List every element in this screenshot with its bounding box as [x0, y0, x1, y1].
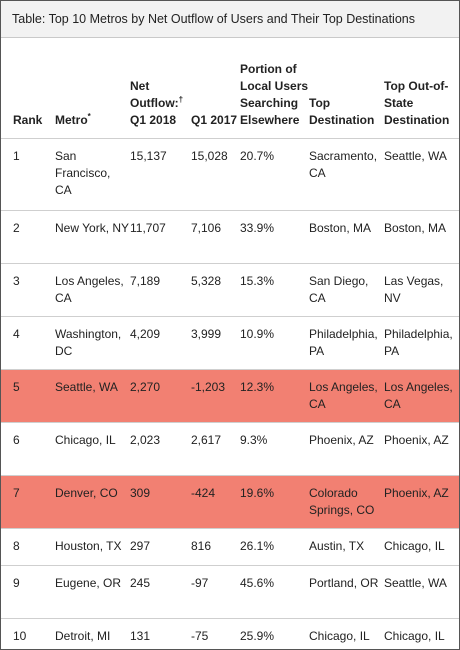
cell-oos: Seattle, WA [384, 575, 447, 590]
cell-net: 15,137 [130, 148, 167, 163]
cell-dest: Chicago, IL [309, 628, 370, 643]
column-header-q1-2017: Q1 2017 [191, 112, 238, 127]
cell-metro: Chicago, IL [55, 432, 116, 447]
cell-rank: 1 [13, 148, 20, 163]
cell-q1: -97 [191, 575, 209, 590]
cell-dest: Colorado Springs, CO [309, 485, 375, 517]
cell-q1: -424 [191, 485, 216, 500]
cell-rank: 9 [13, 575, 20, 590]
cell-q1: 7,106 [191, 220, 222, 235]
metro-footnote-mark: * [87, 111, 91, 121]
cell-q1: 5,328 [191, 273, 222, 288]
table-body [1, 138, 459, 650]
table-row [1, 565, 459, 618]
cell-dest: Boston, MA [309, 220, 372, 235]
cell-dest: Philadelphia, PA [309, 326, 378, 358]
table-row [1, 475, 459, 528]
column-header-top-destination: Top Destination [309, 95, 375, 127]
cell-dest: Sacramento, CA [309, 148, 378, 180]
column-header-net-outflow [130, 38, 191, 138]
cell-metro: Seattle, WA [55, 379, 118, 394]
header-row [1, 38, 459, 138]
cell-net: 4,209 [130, 326, 161, 341]
cell-metro: New York, NY [55, 220, 130, 235]
net-footnote-mark: † [178, 94, 184, 104]
cell-dest: San Diego, CA [309, 273, 369, 305]
cell-net: 297 [130, 538, 151, 553]
table-row [1, 263, 459, 316]
column-header-metro [55, 38, 130, 138]
cell-oos: Seattle, WA [384, 148, 447, 163]
cell-dest: Los Angeles, CA [309, 379, 378, 411]
cell-dest: Portland, OR [309, 575, 379, 590]
column-header-top-out-of-state: Top Out-of-State Destination [384, 78, 450, 127]
cell-rank: 6 [13, 432, 20, 447]
cell-portion: 26.1% [240, 538, 275, 553]
cell-metro: Eugene, OR [55, 575, 122, 590]
table-row [1, 316, 459, 369]
metro-outflow-table [1, 38, 459, 650]
cell-q1: -75 [191, 628, 209, 643]
table-row [1, 138, 459, 210]
cell-net: 309 [130, 485, 151, 500]
cell-oos: Phoenix, AZ [384, 432, 449, 447]
column-header-metro-label: Metro [55, 112, 88, 127]
cell-q1: 2,617 [191, 432, 222, 447]
column-header-rank: Rank [13, 112, 43, 127]
cell-rank: 2 [13, 220, 20, 235]
cell-net: 131 [130, 628, 151, 643]
cell-net: 7,189 [130, 273, 161, 288]
cell-rank: 3 [13, 273, 20, 288]
cell-rank: 5 [13, 379, 20, 394]
cell-rank: 7 [13, 485, 20, 500]
cell-q1: 816 [191, 538, 212, 553]
cell-metro: Detroit, MI [55, 628, 111, 643]
cell-net: 245 [130, 575, 151, 590]
cell-oos: Phoenix, AZ [384, 485, 449, 500]
table-row [1, 210, 459, 263]
cell-q1: -1,203 [191, 379, 226, 394]
cell-portion: 12.3% [240, 379, 275, 394]
table-row [1, 528, 459, 565]
table-row [1, 618, 459, 650]
cell-oos: Los Angeles, CA [384, 379, 453, 411]
cell-rank: 10 [13, 628, 27, 643]
cell-rank: 4 [13, 326, 20, 341]
cell-dest: Austin, TX [309, 538, 365, 553]
cell-dest: Phoenix, AZ [309, 432, 374, 447]
cell-oos: Philadelphia, PA [384, 326, 453, 358]
cell-net: 2,023 [130, 432, 161, 447]
cell-metro: Los Angeles, CA [55, 273, 124, 305]
cell-oos: Chicago, IL [384, 538, 445, 553]
cell-portion: 19.6% [240, 485, 275, 500]
cell-portion: 9.3% [240, 432, 268, 447]
cell-portion: 45.6% [240, 575, 275, 590]
cell-net: 2,270 [130, 379, 161, 394]
cell-portion: 10.9% [240, 326, 275, 341]
cell-rank: 8 [13, 538, 20, 553]
cell-portion: 25.9% [240, 628, 275, 643]
cell-net: 11,707 [130, 220, 166, 235]
table-row [1, 422, 459, 475]
cell-metro: Houston, TX [55, 538, 122, 553]
cell-metro: Denver, CO [55, 485, 118, 500]
cell-oos: Boston, MA [384, 220, 447, 235]
column-header-net-sub: Q1 2018 [130, 112, 177, 127]
cell-q1: 15,028 [191, 148, 228, 163]
cell-portion: 20.7% [240, 148, 275, 163]
table-row [1, 369, 459, 422]
cell-q1: 3,999 [191, 326, 222, 341]
cell-metro: San Francisco, CA [55, 148, 111, 197]
column-header-portion: Portion of Local Users Searching Elsewhere [240, 61, 309, 127]
cell-oos: Chicago, IL [384, 628, 445, 643]
column-header-net-label: Net Outflow: [130, 78, 179, 110]
cell-oos: Las Vegas, NV [384, 273, 444, 305]
cell-metro: Washington, DC [55, 326, 122, 358]
cell-portion: 15.3% [240, 273, 275, 288]
cell-portion: 33.9% [240, 220, 275, 235]
table-caption: Table: Top 10 Metros by Net Outflow of Users and Their Top Destinations [1, 1, 459, 38]
